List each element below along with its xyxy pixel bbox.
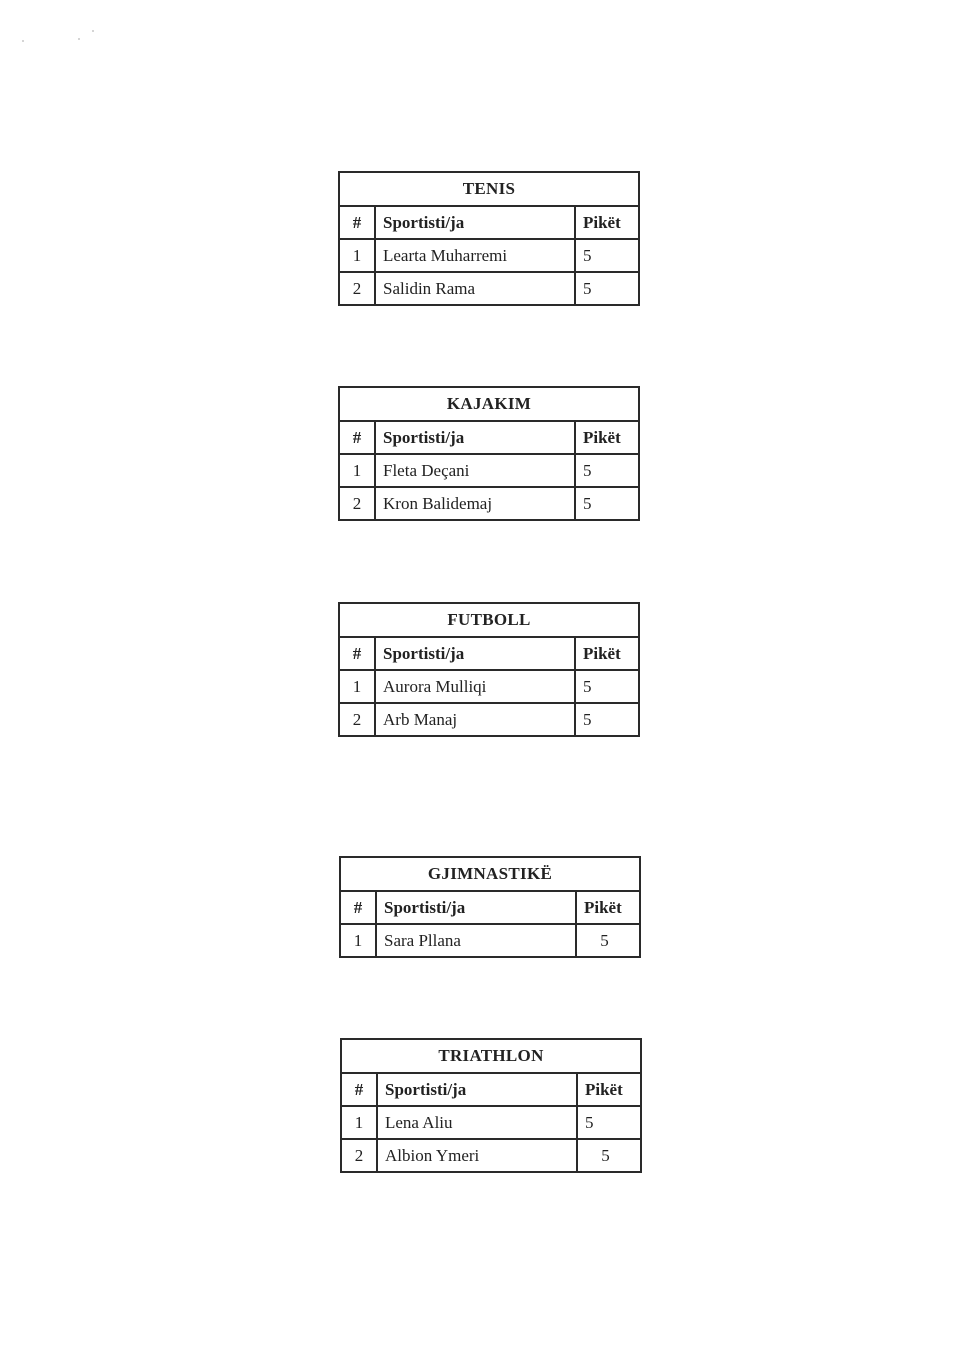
table-row — [341, 1139, 641, 1172]
table-title: TENIS — [339, 172, 639, 206]
table-futboll — [338, 602, 640, 737]
header-points: Pikët — [575, 637, 639, 670]
table-row — [339, 272, 639, 305]
table-title: KAJAKIM — [339, 387, 639, 421]
table-row — [340, 924, 640, 957]
table-title: FUTBOLL — [339, 603, 639, 637]
table-row — [341, 1106, 641, 1139]
table-tenis — [338, 171, 640, 306]
row-points: 5 — [575, 703, 639, 736]
table-row — [339, 703, 639, 736]
row-points: 5 — [575, 272, 639, 305]
table-header-row — [339, 206, 639, 239]
header-athlete: Sportisti/ja — [377, 1073, 577, 1106]
row-athlete: Salidin Rama — [375, 272, 575, 305]
header-athlete: Sportisti/ja — [375, 206, 575, 239]
row-points: 5 — [577, 1139, 641, 1172]
table-title-row — [339, 603, 639, 637]
row-index: 2 — [339, 487, 375, 520]
table-header-row — [339, 637, 639, 670]
table-title-row — [341, 1039, 641, 1073]
header-index: # — [340, 891, 376, 924]
row-index: 2 — [341, 1139, 377, 1172]
header-points: Pikët — [575, 421, 639, 454]
header-index: # — [339, 206, 375, 239]
table-header-row — [340, 891, 640, 924]
table-row — [339, 670, 639, 703]
table-title-row — [339, 172, 639, 206]
row-points: 5 — [575, 454, 639, 487]
row-athlete: Lena Aliu — [377, 1106, 577, 1139]
table-title-row — [340, 857, 640, 891]
table-row — [339, 454, 639, 487]
header-athlete: Sportisti/ja — [376, 891, 576, 924]
scan-speck — [78, 38, 80, 40]
row-points: 5 — [576, 924, 640, 957]
header-points: Pikët — [575, 206, 639, 239]
row-athlete: Learta Muharremi — [375, 239, 575, 272]
row-points: 5 — [575, 670, 639, 703]
header-index: # — [341, 1073, 377, 1106]
header-points: Pikët — [576, 891, 640, 924]
row-index: 2 — [339, 272, 375, 305]
row-index: 1 — [339, 239, 375, 272]
row-index: 1 — [341, 1106, 377, 1139]
row-index: 2 — [339, 703, 375, 736]
row-points: 5 — [577, 1106, 641, 1139]
table-kajakim — [338, 386, 640, 521]
table-row — [339, 239, 639, 272]
table-header-row — [341, 1073, 641, 1106]
header-index: # — [339, 637, 375, 670]
table-header-row — [339, 421, 639, 454]
table-row — [339, 487, 639, 520]
scan-speck — [92, 30, 94, 32]
row-points: 5 — [575, 487, 639, 520]
table-title-row — [339, 387, 639, 421]
table-gjimnastike — [339, 856, 641, 958]
row-index: 1 — [340, 924, 376, 957]
table-triathlon — [340, 1038, 642, 1173]
header-athlete: Sportisti/ja — [375, 421, 575, 454]
row-athlete: Fleta Deçani — [375, 454, 575, 487]
row-athlete: Arb Manaj — [375, 703, 575, 736]
scan-speck — [22, 40, 24, 42]
row-index: 1 — [339, 454, 375, 487]
row-points: 5 — [575, 239, 639, 272]
row-athlete: Sara Pllana — [376, 924, 576, 957]
table-title: GJIMNASTIKË — [340, 857, 640, 891]
header-points: Pikët — [577, 1073, 641, 1106]
header-athlete: Sportisti/ja — [375, 637, 575, 670]
row-athlete: Albion Ymeri — [377, 1139, 577, 1172]
table-title: TRIATHLON — [341, 1039, 641, 1073]
row-athlete: Kron Balidemaj — [375, 487, 575, 520]
row-athlete: Aurora Mulliqi — [375, 670, 575, 703]
row-index: 1 — [339, 670, 375, 703]
header-index: # — [339, 421, 375, 454]
